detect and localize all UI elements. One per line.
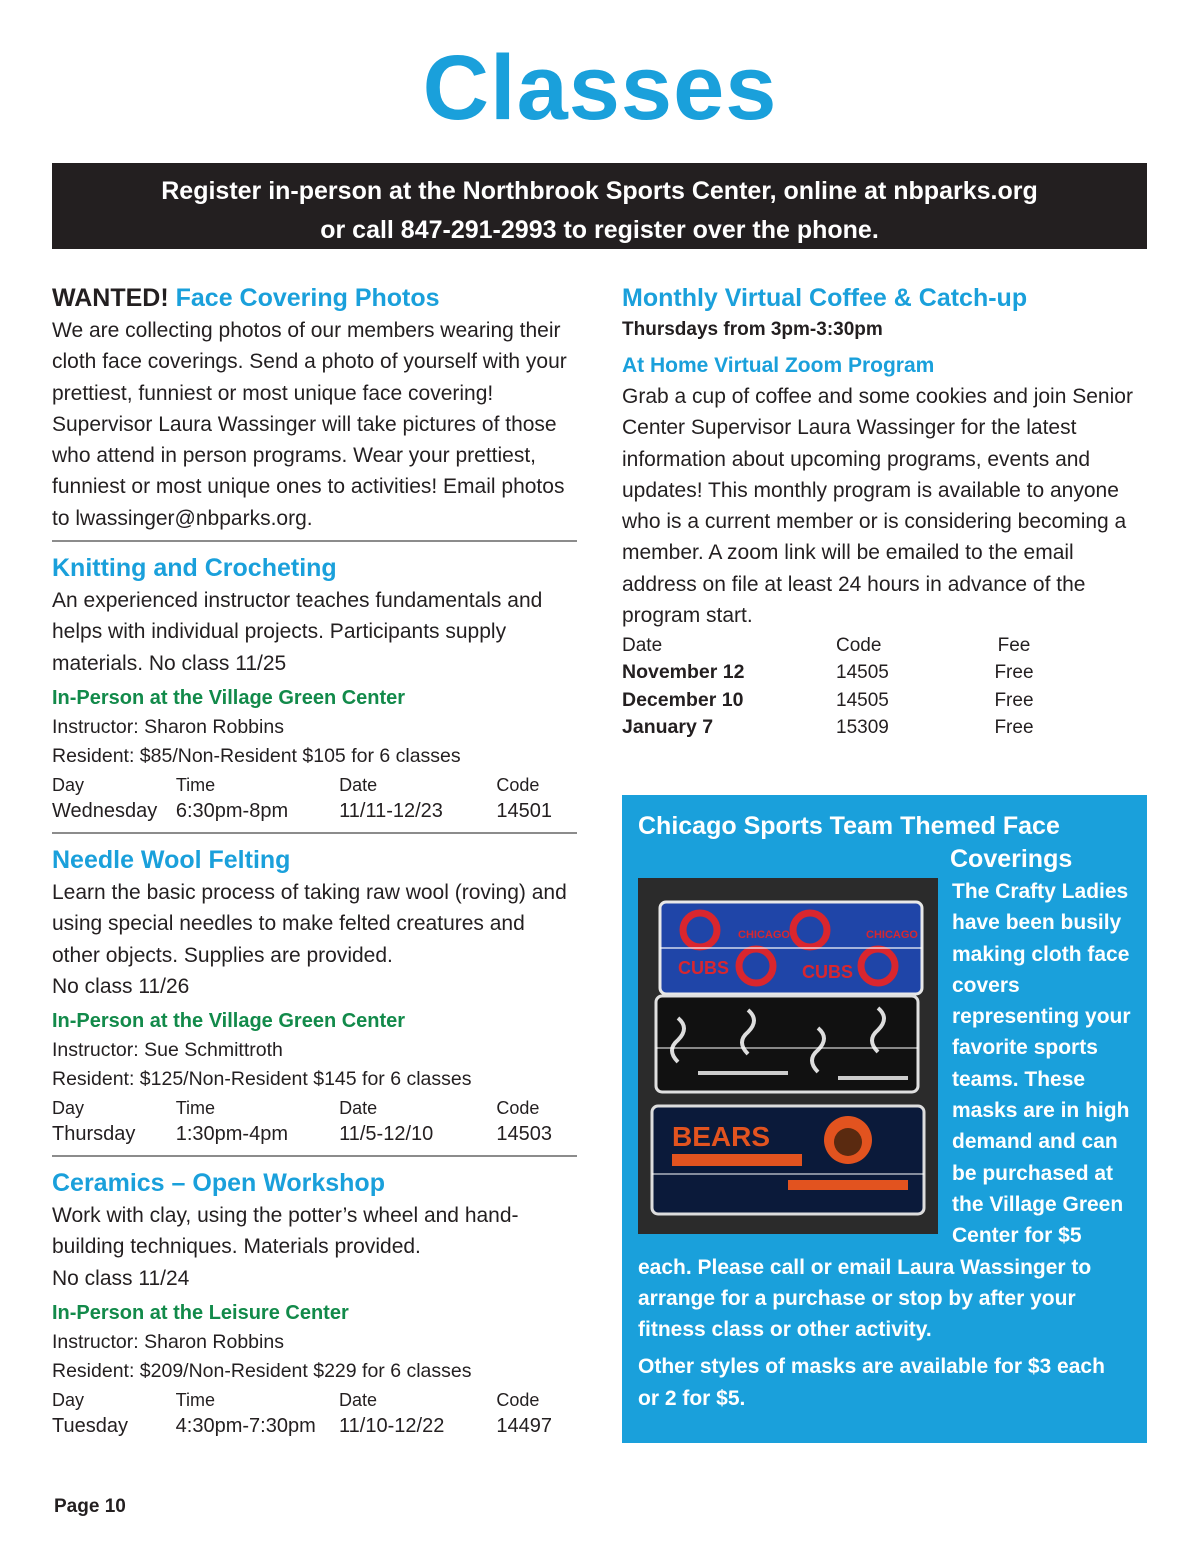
class-instructor: Instructor: Sue Schmittroth <box>52 1039 283 1062</box>
banner-line-2: or call 847-291-2993 to register over the phone. <box>320 216 879 244</box>
header-time: Time <box>175 1390 216 1411</box>
class-fee: Resident: $125/Non-Resident $145 for 6 classes <box>52 1068 472 1091</box>
class-location: In-Person at the Village Green Center <box>52 1010 406 1033</box>
box-title-line-2: Coverings <box>950 845 1073 873</box>
class-description: Learn the basic process of taking raw wool (roving) and using special needles to make felted creatures and other objects. Supplies are provided. <box>52 880 567 967</box>
fee-amount: Free <box>994 717 1034 739</box>
fee-code: 15309 <box>836 717 889 739</box>
wanted-section <box>52 282 577 540</box>
bears-text: BEARS <box>672 1121 771 1152</box>
wanted-title: Face Covering Photos <box>175 284 440 312</box>
schedule-date: 11/10-12/22 <box>339 1415 445 1438</box>
cubs-text: CUBS <box>678 958 730 978</box>
header-day: Day <box>52 1098 85 1119</box>
fee-row <box>622 687 1042 715</box>
header-code: Code <box>496 774 540 795</box>
coffee-schedule-table <box>622 633 1042 742</box>
fee-amount: Free <box>994 662 1034 684</box>
schedule-date: 11/5-12/10 <box>339 1123 434 1146</box>
schedule-header-row <box>52 773 552 797</box>
fee-code: 14505 <box>836 662 889 684</box>
page-title: Classes <box>422 37 778 139</box>
sox-mask <box>656 996 918 1092</box>
face-masks-illustration <box>638 878 938 1234</box>
class-title: Knitting and Crocheting <box>52 554 337 583</box>
header-date: Date <box>339 1390 378 1411</box>
schedule-day: Tuesday <box>52 1415 128 1438</box>
fee-amount: Free <box>994 689 1034 711</box>
class-no-class-note: No class 11/24 <box>52 1266 190 1290</box>
class-location: In-Person at the Village Green Center <box>52 686 406 709</box>
schedule-time: 6:30pm-8pm <box>175 799 289 822</box>
banner-line-1: Register in-person at the Northbrook Sports Center, online at nbparks.org <box>161 177 1038 205</box>
coffee-subtitle: At Home Virtual Zoom Program <box>622 354 935 377</box>
class-location: In-Person at the Leisure Center <box>52 1302 349 1325</box>
schedule-day: Wednesday <box>52 799 158 822</box>
class-schedule-table <box>52 1096 552 1149</box>
schedule-date: 11/11-12/23 <box>339 799 443 822</box>
fee-header-row <box>622 633 1042 659</box>
fee-row <box>622 714 1042 742</box>
class-fee: Resident: $209/Non-Resident $229 for 6 classes <box>52 1360 472 1383</box>
cubs-text-2: CUBS <box>802 962 854 982</box>
header-date: Date <box>339 774 378 795</box>
box-title <box>638 810 1131 876</box>
header-time: Time <box>175 1098 216 1119</box>
bears-mask <box>652 1106 924 1214</box>
class-schedule-table <box>52 773 552 826</box>
class-section-knitting <box>52 540 577 832</box>
coffee-body: Grab a cup of coffee and some cookies and join Senior Center Supervisor Laura Wassinger for the latest information about upcoming programs, events and updates! This monthly program is available to anyone who is a current member or is considering becoming a member. A zoom link will be emailed to the email address on file at least 24 hours in advance of the program start. <box>622 385 1133 628</box>
coffee-title: Monthly Virtual Coffee & Catch-up <box>622 284 1028 312</box>
cubs-mask <box>660 902 922 994</box>
schedule-code: 14501 <box>496 799 552 822</box>
header-code: Code <box>496 1098 540 1119</box>
class-instructor: Instructor: Sharon Robbins <box>52 1331 284 1354</box>
wanted-heading <box>52 282 577 314</box>
class-description: Work with clay, using the potter’s wheel and hand-building techniques. Materials provided. <box>52 1204 519 1259</box>
schedule-time: 4:30pm-7:30pm <box>175 1415 316 1438</box>
box-title-line-1: Chicago Sports Team Themed Face <box>638 812 1060 840</box>
schedule-code: 14497 <box>496 1415 552 1438</box>
class-section-felting <box>52 832 577 1155</box>
header-day: Day <box>52 1390 85 1411</box>
wanted-body: We are collecting photos of our members wearing their cloth face coverings. Send a photo of yourself with your prettiest, funniest or most unique face covering! Supervisor Laura Wassinger will take pictures of those who attend in person programs. Wear your prettiest, funniest or most unique ones to activities! Email photos to lwassinger@nbparks.org. <box>52 319 567 530</box>
schedule-header-row <box>52 1096 552 1120</box>
wanted-prefix: WANTED! <box>52 284 169 312</box>
fee-date: December 10 <box>622 688 744 711</box>
fee-date: November 12 <box>622 661 745 684</box>
header-date: Date <box>339 1098 378 1119</box>
fee-date: January 7 <box>622 716 714 739</box>
coffee-when: Thursdays from 3pm-3:30pm <box>622 319 883 340</box>
box-body-2: Other styles of masks are available for $3 each or 2 for $5. <box>638 1355 1105 1410</box>
schedule-row <box>52 1120 552 1149</box>
schedule-row <box>52 797 552 826</box>
class-fee: Resident: $85/Non-Resident $105 for 6 classes <box>52 744 461 767</box>
fee-code: 14505 <box>836 689 889 711</box>
box-body: The Crafty Ladies have been busily making cloth face covers representing your favorite sports teams. These masks are in high demand and can be purchased at the Village Green Center for $5 each. Please call or email Laura Wassinger to arrange for a purchase or stop by after your fitness class or other activity. <box>638 880 1131 1342</box>
registration-banner <box>52 163 1147 249</box>
left-column <box>52 282 577 1447</box>
class-description: An experienced instructor teaches fundamentals and helps with individual projects. Participants supply materials. No class 11/25 <box>52 589 543 675</box>
fee-row <box>622 659 1042 687</box>
class-title: Ceramics – Open Workshop <box>52 1169 385 1198</box>
class-schedule-table <box>52 1388 552 1441</box>
cubs-small-text-2: CHICAGO <box>866 929 918 941</box>
header-time: Time <box>175 774 216 795</box>
header-code: Code <box>496 1390 540 1411</box>
cubs-small-text: CHICAGO <box>738 929 790 941</box>
schedule-row <box>52 1412 552 1441</box>
schedule-time: 1:30pm-4pm <box>175 1123 288 1146</box>
schedule-header-row <box>52 1388 552 1412</box>
class-section-ceramics <box>52 1155 577 1447</box>
header-date: Date <box>622 635 663 657</box>
header-code: Code <box>836 635 882 657</box>
class-title: Needle Wool Felting <box>52 845 291 874</box>
class-no-class-note: No class 11/26 <box>52 974 190 998</box>
header-day: Day <box>52 774 85 795</box>
schedule-day: Thursday <box>52 1123 136 1146</box>
class-instructor: Instructor: Sharon Robbins <box>52 715 284 738</box>
header-fee: Fee <box>997 635 1031 657</box>
right-column <box>622 282 1147 742</box>
face-masks-photo <box>638 878 938 1234</box>
schedule-code: 14503 <box>496 1123 552 1146</box>
face-coverings-box <box>622 795 1147 1443</box>
page-number: Page 10 <box>54 1496 126 1517</box>
